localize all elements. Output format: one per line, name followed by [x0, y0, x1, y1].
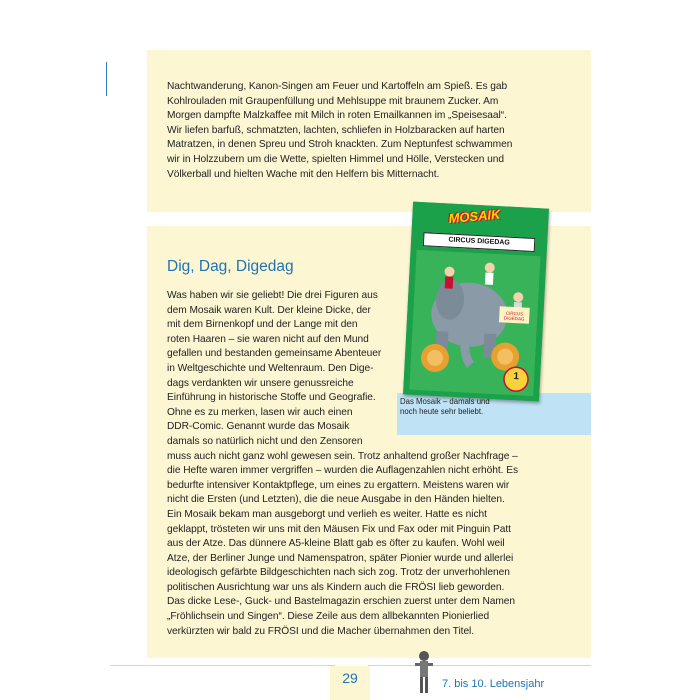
text-line: politischen Ausrichtung war uns als Kindern auch die FRÖSI lieb geworden.	[167, 581, 505, 593]
page-number: 29	[342, 670, 358, 686]
text-line: wir in Holzzubern um die Wette, spielten Himmel und Hölle, Verstecken und	[167, 153, 505, 165]
svg-text:CIRCUS: CIRCUS	[505, 310, 524, 317]
child-figure-icon	[412, 648, 436, 700]
text-line: Was haben wir sie geliebt! Die drei Figuren aus	[167, 290, 378, 301]
text-line: verkürzten wir bald zu FRÖSI und die Macher übernahmen den Titel.	[167, 625, 475, 637]
text-line: geklappt, trösteten wir uns mit den Mäusen Fix und Fax oder mit Pinguin Patt	[167, 523, 511, 535]
text-line: die Hefte waren immer vergriffen – wurden die Auflagenzahlen nicht erhöht. Es	[167, 465, 519, 477]
footer-rule-left	[110, 665, 335, 666]
text-line: Einführung in historische Stoffe und Geografie.	[167, 392, 376, 404]
text-line: gefallen und bestanden gemeinsame Abenteuer	[167, 348, 382, 360]
text-line: bedurfte intensiver Kontaktpflege, um eines zu ergattern. Meistens waren wir	[167, 479, 510, 491]
text-line: dags verdankten wir unsere genussreiche	[167, 377, 354, 389]
text-line: Morgen dampfte Malzkaffee mit Milch in roten Emailkannen im „Speisesaal“.	[167, 110, 507, 122]
text-line: Völkerball und hielten Wache mit den Helfern bis Mitternacht.	[167, 168, 440, 180]
text-line: damals so natürlich nicht und den Zensoren	[167, 435, 363, 447]
caption-line: Das Mosaik – damals und	[400, 397, 490, 406]
footer-rule-right	[368, 665, 591, 666]
cover-title: CIRCUS DIGEDAG	[423, 232, 536, 252]
margin-stripe	[106, 62, 107, 96]
text-line: Ein Mosaik bekam man ausgeborgt und verlieh es weiter. Hatte es nicht	[167, 508, 487, 520]
text-line: dem Mosaik waren Kult. Der kleine Dicke, der	[167, 304, 371, 316]
text-line: roten Haaren – sie waren nicht auf den Mund	[167, 333, 369, 345]
text-line: ideologisch gefärbte Bildgeschichten nach sich zog. Trotz der unverhohlenen	[167, 567, 510, 579]
text-line: Nachtwanderung, Kanon-Singen am Feuer und Kartoffeln am Spieß. Es gab	[167, 81, 508, 92]
caption-line: noch heute sehr beliebt.	[400, 407, 484, 416]
text-line: Matratzen, in denen Spreu und Stroh knackten. Zum Neptunfest schwammen	[167, 139, 513, 151]
text-line: Ohne es zu merken, lasen wir auch einen	[167, 406, 353, 418]
text-line: muss auch nicht ganz wohl gewesen sein. Trotz anhaltend großer Nachfrage –	[167, 450, 518, 462]
svg-text:DIGEDAG: DIGEDAG	[503, 315, 525, 322]
text-line: Das dicke Lese-, Guck- und Bastelmagazin erschien zuerst unter dem Namen	[167, 596, 516, 608]
text-line: Kohlrouladen mit Graupenfüllung und Mehlsuppe mit braunem Zucker. Am	[167, 95, 499, 107]
top-paragraph	[167, 80, 512, 182]
text-line: in Weltgeschichte und Weltenraum. Den Dige-	[167, 362, 374, 374]
section-heading: Dig, Dag, Digedag	[167, 258, 294, 275]
text-line: „Fröhlichsein und Singen“. Diese Zeile aus dem allbekannten Pionierlied	[167, 611, 490, 623]
text-line: aus der Atze. Das dünnere A5-kleine Blatt gab es öfter zu kaufen. Wohl weil	[167, 538, 505, 550]
text-line: DDR-Comic. Genannt wurde das Mosaik	[167, 421, 350, 433]
text-line: nicht die Ersten (und Letzten), die die neue Ausgabe in den Händen hielten.	[167, 494, 505, 506]
text-line: mit dem Birnenkopf und der Lange mit den	[167, 319, 358, 331]
text-line: Wir liefen barfuß, schmatzten, lachten, schliefen in Holzbaracken auf harten	[167, 124, 505, 136]
text-line: Atze, der Berliner Junge und Namenspatron, später Pionier wurde und allerlei	[167, 552, 514, 564]
cover-badge-number: 1	[513, 371, 520, 383]
chapter-label: 7. bis 10. Lebensjahr	[442, 678, 545, 690]
cover-logo: MOSAIK	[447, 206, 502, 227]
mosaik-cover-image	[403, 202, 549, 402]
